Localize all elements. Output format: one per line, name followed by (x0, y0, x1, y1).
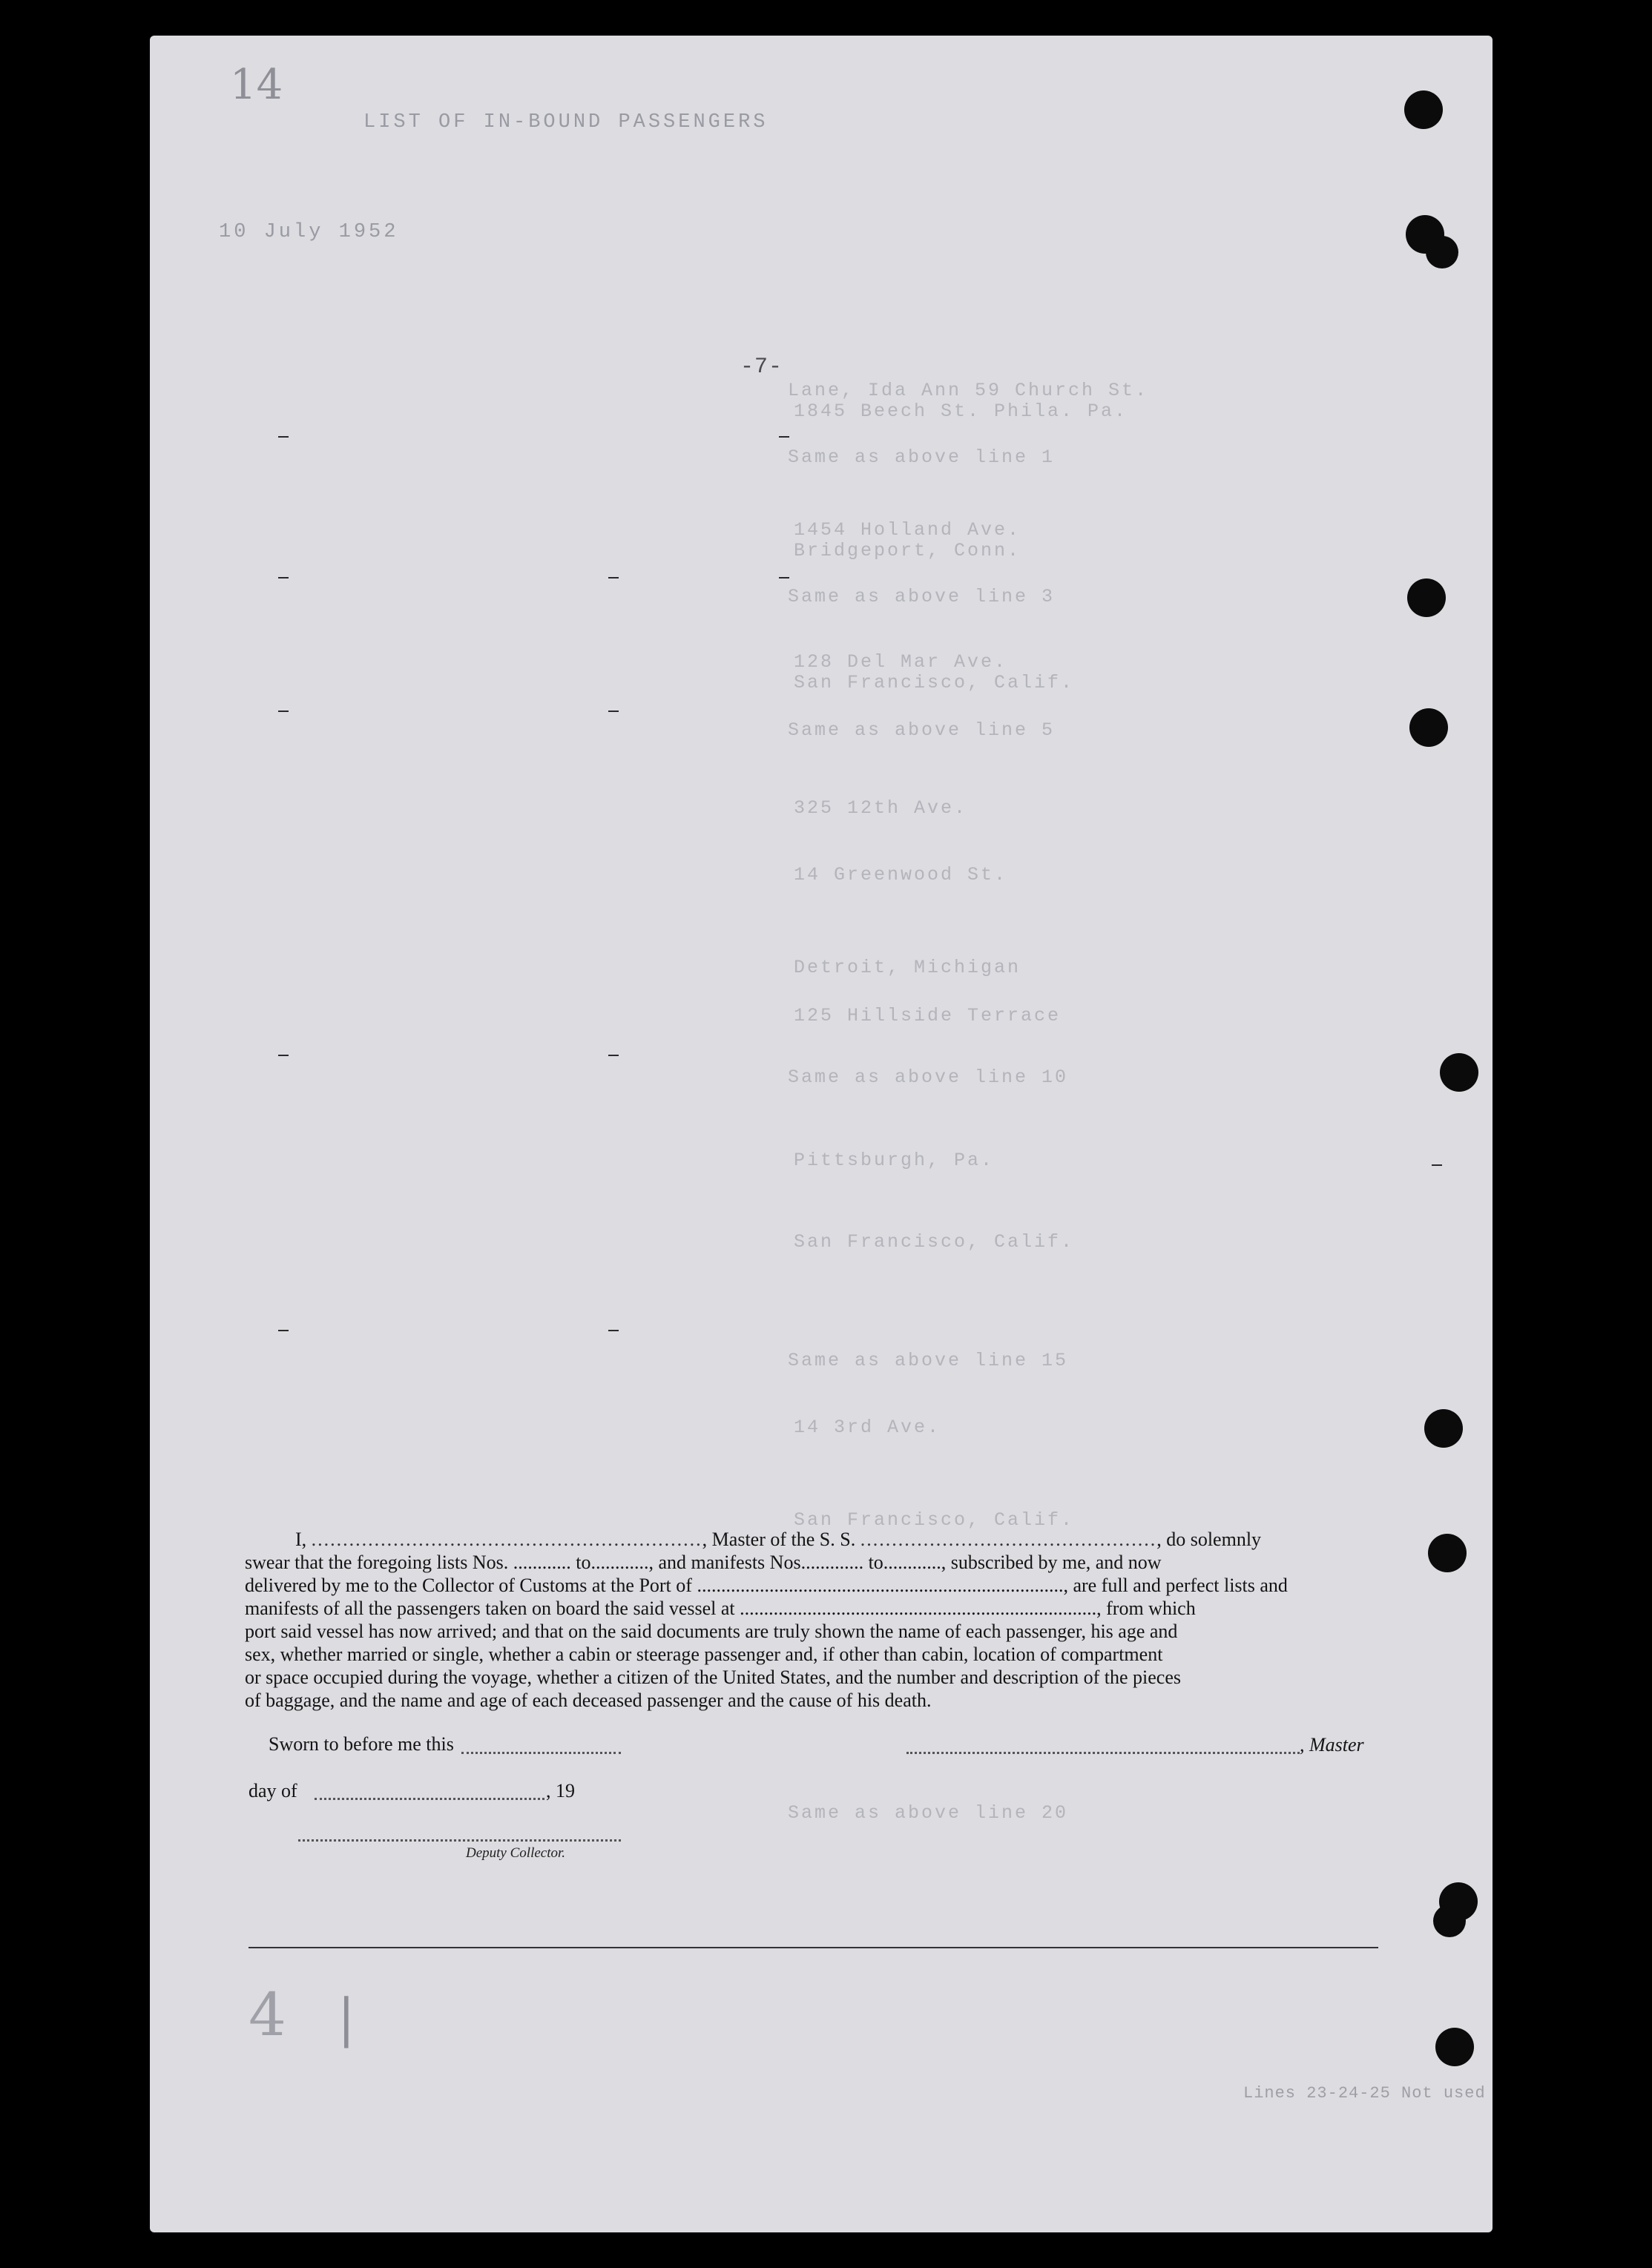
bleed-text: Same as above line 20 (788, 1802, 1069, 1824)
bleed-text: Detroit, Michigan (794, 957, 1021, 978)
arrival-date: 10 July 1952 (219, 221, 399, 243)
bleed-text: 128 Del Mar Ave. (794, 651, 1008, 673)
bleed-text: Pittsburgh, Pa. (794, 1150, 995, 1171)
oath-line-3: delivered by me to the Collector of Customs at the Port of ............................................................................, are full and perfect lists and (245, 1575, 1288, 1596)
oath-line-7: or space occupied during the voyage, whether a citizen of the United States, and the number and description of the pieces (245, 1667, 1182, 1688)
master-signature-line (906, 1752, 1300, 1754)
binder-hole (1428, 1534, 1467, 1572)
column-dash (779, 436, 789, 438)
bleed-text: 125 Hillside Terrace (794, 1005, 1062, 1026)
bleed-text: Bridgeport, Conn. (794, 540, 1021, 561)
master-label: , Master (1300, 1734, 1364, 1756)
oath-line-5: port said vessel has now arrived; and that on the said documents are truly shown the name of each passenger, his age and (245, 1621, 1178, 1642)
column-dash (278, 1330, 289, 1331)
column-dash (608, 1055, 619, 1056)
binder-hole (1426, 236, 1458, 268)
bleed-text: Same as above line 10 (788, 1067, 1069, 1088)
bleed-text: San Francisco, Calif. (794, 1509, 1075, 1531)
oath-line-8: of baggage, and the name and age of each deceased passenger and the cause of his death. (245, 1690, 932, 1711)
oath-text: , do solemnly (1156, 1529, 1262, 1550)
oath-line-6: sex, whether married or single, whether a cabin or steerage passenger and, if other than cabin, location of compartment (245, 1644, 1163, 1665)
oath-line-2: swear that the foregoing lists Nos. ............ to............, and manifests Nos............. to............, subscribed by me, and now (245, 1552, 1162, 1573)
line-number: -7- (740, 355, 783, 380)
column-dash (608, 1330, 619, 1331)
column-dash (1432, 1164, 1442, 1166)
year-label: , 19 (546, 1780, 575, 1801)
column-dash (779, 577, 789, 578)
bleed-text: 14 3rd Ave. (794, 1417, 941, 1438)
column-dash (278, 436, 289, 438)
oath-line-4: manifests of all the passengers taken on board the said vessel at .........................................................................., from which (245, 1598, 1196, 1619)
oath-line-1 (245, 1528, 1380, 1551)
oath-text: , Master of the S. S. (702, 1529, 860, 1550)
binder-hole (1409, 708, 1448, 747)
bleed-text: 325 12th Ave. (794, 797, 968, 819)
binder-hole (1440, 1053, 1478, 1092)
bleed-text: San Francisco, Calif. (794, 672, 1075, 693)
binder-hole (1424, 1409, 1463, 1448)
deputy-collector-label: Deputy Collector. (466, 1845, 566, 1861)
form-title: LIST OF IN-BOUND PASSENGERS (363, 111, 769, 133)
dotted-blank: .............................................................. (311, 1529, 702, 1550)
column-dash (278, 1055, 289, 1056)
binder-hole (1404, 90, 1443, 129)
binder-hole (1433, 1905, 1466, 1937)
bleed-text: San Francisco, Calif. (794, 1231, 1075, 1253)
bleed-text: Same as above line 5 (788, 719, 1056, 741)
sworn-blank (461, 1752, 621, 1754)
sworn-label: Sworn to before me this (269, 1733, 454, 1755)
bottom-rule (249, 1947, 1378, 1948)
binder-hole (1407, 578, 1446, 617)
dotted-blank: ............................................... (860, 1529, 1157, 1550)
bleed-text: Same as above line 1 (788, 446, 1056, 468)
column-dash (608, 577, 619, 578)
bottom-stamp-mark: 4 (249, 1980, 286, 2049)
bottom-stamp-mark: | (338, 1988, 355, 2048)
bleed-text: 1845 Beech St. Phila. Pa. (794, 400, 1128, 422)
deputy-signature-line (298, 1839, 621, 1842)
column-dash (608, 711, 619, 712)
bleed-text: 1454 Holland Ave. (794, 519, 1021, 541)
bleed-text: 14 Greenwood St. (794, 864, 1008, 886)
master-oath (245, 1528, 1380, 1712)
manifest-page (150, 36, 1493, 2232)
binder-hole (1435, 2028, 1474, 2066)
column-dash (278, 711, 289, 712)
column-dash (278, 577, 289, 578)
day-of-label: day of (249, 1780, 297, 1801)
page-number-mark: 14 (230, 61, 283, 109)
oath-text: I, (295, 1529, 312, 1550)
footnote: Lines 23-24-25 Not used (1243, 2084, 1486, 2103)
bleed-text: Same as above line 15 (788, 1350, 1069, 1371)
day-blank (315, 1798, 544, 1800)
bleed-text: Same as above line 3 (788, 586, 1056, 607)
bleed-text: Lane, Ida Ann 59 Church St. (788, 380, 1149, 401)
